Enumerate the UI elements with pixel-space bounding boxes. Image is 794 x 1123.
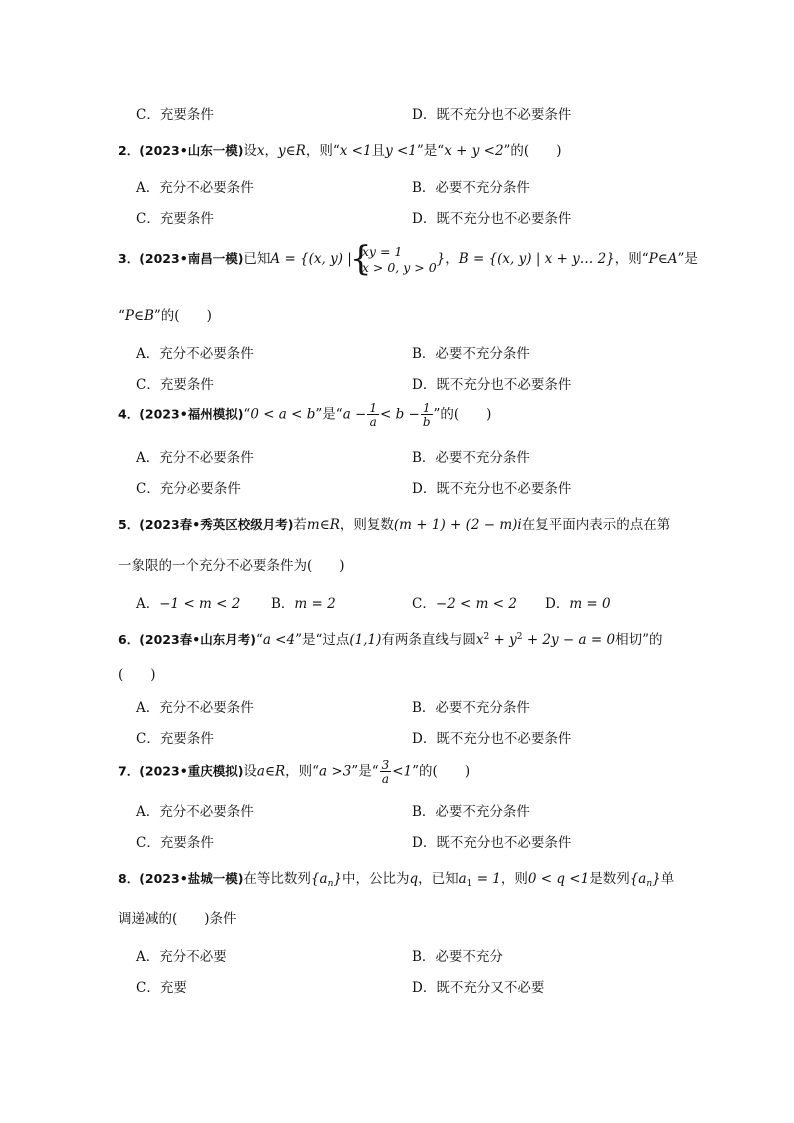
subscript: n xyxy=(327,879,334,889)
question-8 xyxy=(118,867,674,889)
q3-option-c: C．充要条件 xyxy=(136,377,214,393)
q8-option-b: B．必要不充分 xyxy=(412,949,503,965)
q-text: ，已知 xyxy=(418,871,459,887)
math: −1 < m < 2 xyxy=(159,596,241,612)
q5-option-d xyxy=(545,592,611,612)
question-source: (2023•盐城一模) xyxy=(139,871,244,886)
math: 0 < a < b xyxy=(250,406,316,423)
fraction xyxy=(367,402,379,428)
math: x + y <2 xyxy=(444,143,504,159)
question-source: (2023•山东一模) xyxy=(139,143,244,158)
numerator: 1 xyxy=(369,401,378,415)
math: a − xyxy=(342,406,367,423)
q-text: “ xyxy=(118,308,125,324)
q-text: ”的( ) xyxy=(503,143,562,159)
q5-option-a xyxy=(136,592,240,612)
q-text: ， xyxy=(445,251,459,268)
subscript: 1 xyxy=(466,879,473,889)
q-text: ，则复数 xyxy=(339,517,394,533)
question-5-line-2: 一象限的一个充分不必要条件为( ) xyxy=(118,558,345,574)
math: {a xyxy=(629,871,647,887)
q7-option-d: D．既不充分也不必要条件 xyxy=(412,835,572,851)
superscript: 2 xyxy=(483,632,490,642)
math: y <1 xyxy=(385,143,417,159)
q6-option-b: B．必要不充分条件 xyxy=(412,700,530,716)
q5-option-c xyxy=(412,592,517,612)
math: 0 < q <1 xyxy=(527,871,590,887)
numerator: 3 xyxy=(381,758,390,772)
math: x xyxy=(256,143,265,159)
q-text: 已知 xyxy=(243,251,271,268)
question-3-line-2 xyxy=(118,304,212,324)
math: {a xyxy=(310,871,328,887)
q-text: 是数列 xyxy=(589,871,630,887)
q2-option-d: D．既不充分也不必要条件 xyxy=(412,211,572,227)
question-8-line-2: 调递减的( )条件 xyxy=(118,911,237,927)
math: m = 2 xyxy=(294,596,336,612)
question-6-line-2: ( ) xyxy=(118,667,156,683)
q8-option-a: A．充分不必要 xyxy=(136,949,227,965)
q4-option-a: A．充分不必要条件 xyxy=(136,450,254,466)
question-3 xyxy=(118,244,698,275)
q7-option-c: C．充要条件 xyxy=(136,835,214,851)
question-5 xyxy=(118,513,670,533)
fraction xyxy=(380,759,392,785)
q5-option-b xyxy=(271,592,336,612)
q4-option-c: C．充分必要条件 xyxy=(136,481,241,497)
q-text: 相切”的 xyxy=(615,632,663,648)
q-text: 若 xyxy=(293,517,307,533)
q1-option-c: C．充要条件 xyxy=(136,107,214,123)
math: } xyxy=(436,251,446,268)
q2-option-a: A．充分不必要条件 xyxy=(136,180,254,196)
math: < b − xyxy=(380,406,420,423)
q-text: 在复平面内表示的点在第 xyxy=(521,517,671,533)
question-number: 4． xyxy=(118,406,140,422)
q-text: ， xyxy=(264,143,279,159)
q-text: “ xyxy=(243,406,251,423)
math: a >3 xyxy=(319,763,352,780)
q8-option-d: D．既不充分又不必要 xyxy=(412,980,545,996)
q-text: ，则“ xyxy=(305,143,340,159)
q8-option-c: C．充要 xyxy=(136,980,187,996)
question-source: (2023春•山东月考) xyxy=(139,632,256,647)
q-text: ，则“ xyxy=(285,763,320,780)
equation-system xyxy=(352,244,437,275)
math: q xyxy=(409,871,419,887)
q1-option-d: D．既不充分也不必要条件 xyxy=(412,107,572,123)
denominator: a xyxy=(381,772,389,786)
math: (1,1) xyxy=(349,632,382,648)
q-text: ”是“ xyxy=(351,763,379,780)
q-text: ”的( ) xyxy=(433,406,492,423)
math: + y xyxy=(489,632,517,648)
q6-option-a: A．充分不必要条件 xyxy=(136,700,254,716)
q6-option-d: D．既不充分也不必要条件 xyxy=(412,731,572,747)
q-text: 中，公比为 xyxy=(341,871,410,887)
q-text: ，则“ xyxy=(614,251,649,268)
q-text: 有两条直线与圆 xyxy=(381,632,476,648)
q-text: ，则 xyxy=(500,871,528,887)
q-text: ”是 xyxy=(677,251,698,268)
system-row: { xy = 1 xyxy=(361,244,403,259)
q7-option-a: A．充分不必要条件 xyxy=(136,804,254,820)
system-row: x > 0, y > 0 xyxy=(361,259,437,275)
question-number: 8． xyxy=(118,871,140,886)
q-text: ”的( ) xyxy=(412,763,471,780)
math: P∈A xyxy=(648,251,678,268)
q-text: 设 xyxy=(243,143,257,159)
option-letter: D． xyxy=(545,596,570,612)
q3-option-a: A．充分不必要条件 xyxy=(136,346,254,362)
option-letter: B． xyxy=(271,596,295,612)
q6-option-c: C．充要条件 xyxy=(136,731,214,747)
q-text: 且 xyxy=(371,143,386,159)
question-number: 6． xyxy=(118,632,140,647)
question-2 xyxy=(118,139,561,159)
math: = 1 xyxy=(472,871,501,887)
q-text: ”是“ xyxy=(416,143,445,159)
option-letter: C． xyxy=(412,596,436,612)
question-source: (2023•福州模拟) xyxy=(139,406,244,422)
denominator: a xyxy=(369,415,377,429)
math: B = {(x, y) | x + y… 2} xyxy=(458,251,615,268)
math: P∈B xyxy=(124,308,154,324)
q-text: “ xyxy=(255,632,263,648)
math: } xyxy=(333,871,342,887)
q-text: ”的( ) xyxy=(153,308,212,324)
q-text: ”是“ xyxy=(315,406,343,423)
math: a xyxy=(458,871,467,887)
question-source: (2023春•秀英区校级月考) xyxy=(139,517,294,532)
q2-option-b: B．必要不充分条件 xyxy=(412,180,530,196)
q-text: ”是“过点 xyxy=(295,632,350,648)
q2-option-c: C．充要条件 xyxy=(136,211,214,227)
q4-option-b: B．必要不充分条件 xyxy=(412,450,530,466)
math: a <4 xyxy=(262,632,296,648)
q3-option-d: D．既不充分也不必要条件 xyxy=(412,377,572,393)
math: a∈R xyxy=(256,763,286,780)
q4-option-d: D．既不充分也不必要条件 xyxy=(412,481,572,497)
question-source: (2023•南昌一模) xyxy=(139,251,244,267)
math: −2 < m < 2 xyxy=(435,596,517,612)
math: } xyxy=(652,871,661,887)
q7-option-b: B．必要不充分条件 xyxy=(412,804,530,820)
math: + 2y − a = 0 xyxy=(522,632,616,648)
math: m∈R xyxy=(306,517,340,533)
superscript: 2 xyxy=(516,632,523,642)
question-number: 5． xyxy=(118,517,140,532)
denominator: b xyxy=(422,415,431,429)
math: x xyxy=(475,632,484,648)
q-text: 在等比数列 xyxy=(243,871,311,887)
question-source: (2023•重庆模拟) xyxy=(139,763,244,779)
option-letter: A． xyxy=(136,596,160,612)
math: m = 0 xyxy=(569,596,611,612)
question-4 xyxy=(118,402,491,428)
q3-option-b: B．必要不充分条件 xyxy=(412,346,530,362)
question-number: 3． xyxy=(118,251,140,267)
subscript: n xyxy=(646,879,653,889)
math: x <1 xyxy=(339,143,372,159)
math: <1 xyxy=(392,763,413,780)
math: (m + 1) + (2 − m)i xyxy=(393,517,522,533)
question-number: 7． xyxy=(118,763,140,779)
question-number: 2． xyxy=(118,143,140,158)
math: y∈R xyxy=(278,143,306,159)
numerator: 1 xyxy=(422,401,431,415)
question-7 xyxy=(118,759,470,785)
question-6 xyxy=(118,628,662,648)
q-text: 单 xyxy=(660,871,675,887)
q-text: 设 xyxy=(243,763,257,780)
math: A = {(x, y) | xyxy=(270,251,352,268)
fraction xyxy=(421,402,433,428)
